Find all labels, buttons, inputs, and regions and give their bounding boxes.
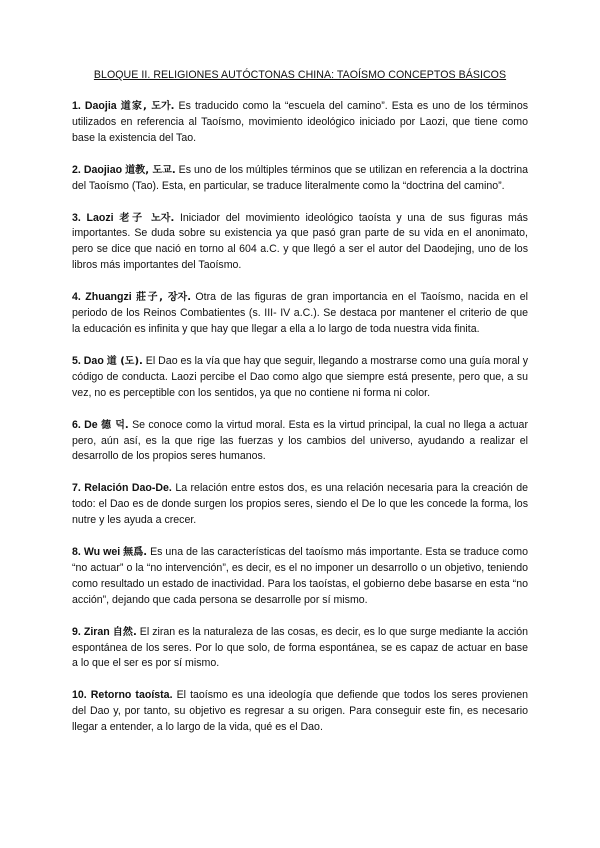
entry-term: 5. Dao <box>72 354 104 367</box>
entry-term: 4. Zhuangzi <box>72 291 132 304</box>
entry-relacion-dao-de <box>72 481 528 529</box>
entry-characters: 道家, 도가. <box>120 101 175 112</box>
entry-ziran <box>72 625 528 673</box>
entry-text: El Dao es la vía que hay que seguir, llegando a mostrarse como una guía moral y código de conducta. Laozi percibe el Dao como algo que siempre está presente, pero que, a su vez, no es perceptible con los sentidos, ya que no contiene ni forma ni color. <box>72 354 528 399</box>
entry-text: El ziran es la naturaleza de las cosas, es decir, es lo que surge mediante la acción espontánea de los seres. Por lo que solo, de forma espontánea, se es capaz de actuar en base a lo que el ser es por sí mismo. <box>72 625 528 670</box>
entry-characters: 自然. <box>112 626 137 638</box>
entry-term: 6. De <box>72 418 98 431</box>
document-title: BLOQUE II. RELIGIONES AUTÓCTONAS CHINA: TAOÍSMO CONCEPTOS BÁSICOS <box>93 69 507 81</box>
document-page <box>72 68 528 752</box>
entry-de <box>72 418 528 466</box>
entry-characters: 無爲. <box>123 547 148 559</box>
entry-text: Es traducido como la “escuela del camino”. Esta es uno de los términos utilizados en referencia al Taoísmo, movimiento ideológico iniciado por Laozi, que tiene como base la existencia del Tao. <box>72 100 529 144</box>
entry-daojiao <box>72 163 528 195</box>
entry-laozi <box>72 211 528 275</box>
entry-dao <box>72 354 528 402</box>
entry-term: 3. Laozi <box>72 211 114 224</box>
entry-text: Iniciador del movimiento ideológico taoísta y una de sus figuras más importantes. Se duda sobre su existencia ya que pasó gran parte de su vida en el anonimato, pero se dice que nació en torno al 604 a.C. y que llegó a ser el autor del Daodejing, uno de los libros más importantes del Taoísmo. <box>72 211 528 272</box>
entry-characters: 老子 노자. <box>119 212 175 224</box>
entry-text: El taoísmo es una ideología que defiende que todos los seres provienen del Dao y, por tanto, su objetivo es regresar a su origen. Para conseguir este fin, es necesario llegar a entender, a lo largo de la vida, qué es el Dao. <box>72 689 529 734</box>
entry-characters: 道教, 도교. <box>125 164 176 176</box>
entry-characters: 德 덕. <box>101 419 129 431</box>
entry-term: 2. Daojiao <box>72 163 123 176</box>
entry-term: 7. Relación Dao-De. <box>72 482 172 495</box>
entry-characters: 莊子, 장자. <box>136 292 191 304</box>
entry-text: Es una de las características del taoísmo más importante. Esta se traduce como “no actuar” o la “no intervención”, es decir, es el no imponer un desarrollo o un objetivo, teniendo como resultado un estado de inactividad. Para los taoístas, el gobierno debe basarse en esta “no acción”, dejando que cada persona se desarrolle por sí mismo. <box>72 546 529 606</box>
entry-zhuangzi <box>72 290 528 338</box>
entry-term: 10. Retorno taoísta. <box>72 689 173 702</box>
entry-text: Otra de las figuras de gran importancia en el Taoísmo, nacida en el periodo de los Reinos Combatientes (s. III- IV a.C.). Se destaca por mantener el criterio de que la educación es infinita y que hay que llegar a ella a lo largo de toda nuestra vida finita. <box>72 291 528 335</box>
entry-text: Es uno de los múltiples términos que se utilizan en referencia a la doctrina del Taoísmo (Tao). Esta, en particular, se traduce literalmente como la “doctrina del camino”. <box>72 163 528 192</box>
entry-daojia <box>72 99 528 147</box>
entry-retorno-taoista <box>72 688 528 736</box>
entry-text: Se conoce como la virtud moral. Esta es la virtud principal, la cual no llega a actuar pero, aún así, es la que rige las fuerzas y los cambios del universo, ayudando a realizar el desarrollo de los propios seres humanos. <box>72 418 528 463</box>
entry-term: 8. Wu wei <box>72 546 121 559</box>
entry-term: 9. Ziran <box>72 625 110 638</box>
entry-wu-wei <box>72 545 528 609</box>
entry-term: 1. Daojia <box>72 100 117 112</box>
entry-text: La relación entre estos dos, es una relación necesaria para la creación de todo: el Dao es de donde surgen los propios seres, siendo el De lo que les concede la forma, los nutre y les ayuda a crecer. <box>72 482 528 527</box>
entry-characters: 道 (도). <box>106 355 143 367</box>
